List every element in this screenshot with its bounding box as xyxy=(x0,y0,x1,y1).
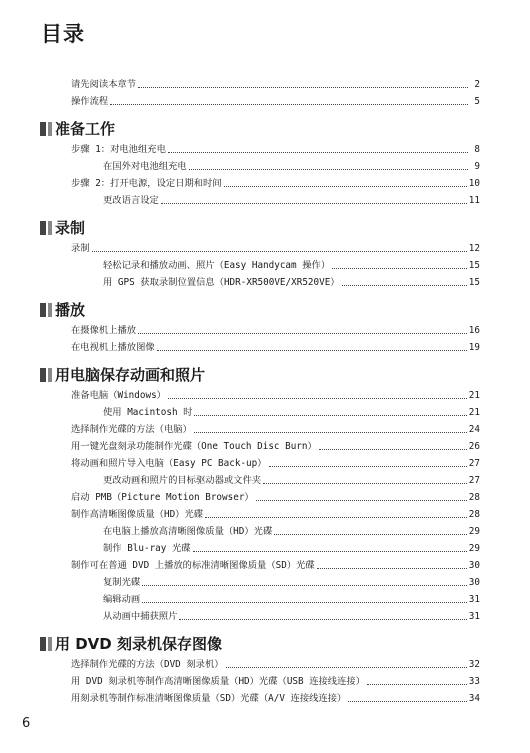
toc-entry[interactable] xyxy=(0,93,530,110)
dot-leader xyxy=(317,568,467,569)
dot-leader xyxy=(263,483,467,484)
toc-entry[interactable] xyxy=(0,472,530,489)
dot-leader xyxy=(332,268,467,269)
toc-entry-label: 操作流程 xyxy=(71,96,109,107)
toc-entry-label: 制作 Blu-ray 光碟 xyxy=(103,543,191,554)
toc-entry-page: 21 xyxy=(468,407,480,418)
section-heading xyxy=(0,366,530,385)
toc-entry[interactable] xyxy=(0,489,530,506)
toc-entry[interactable] xyxy=(0,438,530,455)
toc-entry-page: 31 xyxy=(468,594,480,605)
toc-entry-page: 26 xyxy=(468,441,480,452)
toc-entry-page: 9 xyxy=(474,161,480,172)
dot-leader xyxy=(92,251,467,252)
toc-entry[interactable] xyxy=(0,673,530,690)
section-marker-icon xyxy=(40,303,52,317)
toc-entry[interactable] xyxy=(0,158,530,175)
dot-leader xyxy=(205,517,467,518)
toc-entry[interactable] xyxy=(0,175,530,192)
toc-entry[interactable] xyxy=(0,192,530,209)
toc-entry-page: 34 xyxy=(468,693,480,704)
toc-entry-label: 在电脑上播放高清晰图像质量（HD）光碟 xyxy=(103,526,273,537)
section-title: 用 DVD 刻录机保存图像 xyxy=(55,635,222,653)
toc-entry-page: 5 xyxy=(474,96,480,107)
toc-entry-label: 步骤 2：打开电源，设定日期和时间 xyxy=(71,178,222,189)
toc-entry-page: 32 xyxy=(468,659,480,670)
toc-entry[interactable] xyxy=(0,523,530,540)
dot-leader xyxy=(194,432,467,433)
toc-entry[interactable] xyxy=(0,274,530,291)
dot-leader xyxy=(157,350,467,351)
toc-entry[interactable] xyxy=(0,455,530,472)
toc-entry-page: 33 xyxy=(468,676,480,687)
section-heading xyxy=(0,301,530,320)
toc-entry-page: 27 xyxy=(468,475,480,486)
toc-entry[interactable] xyxy=(0,540,530,557)
toc-entry-label: 从动画中捕获照片 xyxy=(103,611,178,622)
toc-entry-label: 步骤 1：对电池组充电 xyxy=(71,144,166,155)
toc-entry-page: 30 xyxy=(468,577,480,588)
dot-leader xyxy=(110,104,468,105)
page-title: 目录 xyxy=(41,22,85,46)
dot-leader xyxy=(367,684,467,685)
dot-leader xyxy=(142,602,467,603)
dot-leader xyxy=(138,333,467,334)
dot-leader xyxy=(256,500,467,501)
toc-entry-label: 用 GPS 获取录制位置信息（HDR-XR500VE/XR520VE） xyxy=(103,277,340,288)
toc-entry[interactable] xyxy=(0,257,530,274)
toc-entry-page: 12 xyxy=(468,243,480,254)
toc-entry-page: 8 xyxy=(474,144,480,155)
toc-entry-page: 15 xyxy=(468,260,480,271)
toc-entry-page: 19 xyxy=(468,342,480,353)
toc-entry[interactable] xyxy=(0,506,530,523)
dot-leader xyxy=(224,186,467,187)
toc-entry-label: 编辑动画 xyxy=(103,594,141,605)
toc-entry[interactable] xyxy=(0,608,530,625)
toc-entry-page: 31 xyxy=(468,611,480,622)
toc-entry-label: 录制 xyxy=(71,243,90,254)
toc-entry-label: 在国外对电池组充电 xyxy=(103,161,187,172)
dot-leader xyxy=(226,667,467,668)
dot-leader xyxy=(193,551,467,552)
toc-entry-label: 轻松记录和播放动画、照片（Easy Handycam 操作） xyxy=(103,260,331,271)
dot-leader xyxy=(342,285,467,286)
section-marker-icon xyxy=(40,221,52,235)
toc-entry-label: 制作高清晰图像质量（HD）光碟 xyxy=(71,509,204,520)
dot-leader xyxy=(194,415,466,416)
toc-entry-label: 准备电脑（Windows） xyxy=(71,390,166,401)
toc-entry-label: 复制光碟 xyxy=(103,577,141,588)
toc-entry-page: 11 xyxy=(468,195,480,206)
toc-entry-label: 选择制作光碟的方法（电脑） xyxy=(71,424,192,435)
section-heading xyxy=(0,219,530,238)
toc-entry-page: 28 xyxy=(468,509,480,520)
dot-leader xyxy=(138,87,468,88)
toc-entry-page: 15 xyxy=(468,277,480,288)
dot-leader xyxy=(168,398,467,399)
toc-entry[interactable] xyxy=(0,421,530,438)
section-marker-icon xyxy=(40,122,52,136)
toc-entry-label: 在摄像机上播放 xyxy=(71,325,137,336)
toc-entry[interactable] xyxy=(0,404,530,421)
section-marker-icon xyxy=(40,637,52,651)
toc-entry[interactable] xyxy=(0,339,530,356)
toc-entry-label: 更改动画和照片的目标驱动器或文件夹 xyxy=(103,475,262,486)
toc-entry[interactable] xyxy=(0,591,530,608)
toc-entry[interactable] xyxy=(0,387,530,404)
toc-entry-page: 29 xyxy=(468,543,480,554)
toc-entry-label: 用刻录机等制作标准清晰图像质量（SD）光碟（A/V 连接线连接） xyxy=(71,693,347,704)
section-title: 播放 xyxy=(55,301,86,319)
toc-entry-page: 2 xyxy=(474,79,480,90)
section-title: 用电脑保存动画和照片 xyxy=(55,366,206,384)
toc-entry-label: 在电视机上播放图像 xyxy=(71,342,155,353)
toc-entry-label: 选择制作光碟的方法（DVD 刻录机） xyxy=(71,659,224,670)
section-title: 录制 xyxy=(55,219,86,237)
toc-entry-label: 启动 PMB（Picture Motion Browser） xyxy=(71,492,254,503)
toc-entry[interactable] xyxy=(0,574,530,591)
toc-entry-page: 29 xyxy=(468,526,480,537)
dot-leader xyxy=(319,449,467,450)
toc-entry-label: 用一键光盘刻录功能制作光碟（One Touch Disc Burn） xyxy=(71,441,317,452)
section-heading xyxy=(0,635,530,654)
toc-entry[interactable] xyxy=(0,656,530,673)
page-number: 6 xyxy=(22,716,31,731)
toc-entry-label: 将动画和照片导入电脑（Easy PC Back-up） xyxy=(71,458,267,469)
section-marker-icon xyxy=(40,368,52,382)
toc-entry-page: 28 xyxy=(468,492,480,503)
section-heading xyxy=(0,120,530,139)
dot-leader xyxy=(348,701,466,702)
dot-leader xyxy=(161,203,467,204)
toc-entry-label: 用 DVD 刻录机等制作高清晰图像质量（HD）光碟（USB 连接线连接） xyxy=(71,676,365,687)
toc-entry[interactable] xyxy=(0,76,530,93)
dot-leader xyxy=(142,585,467,586)
toc-entry[interactable] xyxy=(0,240,530,257)
dot-leader xyxy=(189,169,468,170)
toc-entry-label: 制作可在普通 DVD 上播放的标准清晰图像质量（SD）光碟 xyxy=(71,560,315,571)
toc-entry-page: 16 xyxy=(468,325,480,336)
dot-leader xyxy=(179,619,466,620)
toc-entry-page: 24 xyxy=(468,424,480,435)
section-title: 准备工作 xyxy=(55,120,116,138)
dot-leader xyxy=(269,466,467,467)
toc-entry-label: 使用 Macintosh 时 xyxy=(103,407,193,418)
toc-entry-page: 21 xyxy=(468,390,480,401)
toc-entry-label: 请先阅读本章节 xyxy=(71,79,137,90)
toc-entry[interactable] xyxy=(0,557,530,574)
dot-leader xyxy=(168,152,468,153)
toc-entry-page: 10 xyxy=(468,178,480,189)
table-of-contents xyxy=(0,76,530,707)
toc-entry[interactable] xyxy=(0,322,530,339)
toc-entry-page: 30 xyxy=(468,560,480,571)
toc-entry-page: 27 xyxy=(468,458,480,469)
dot-leader xyxy=(274,534,467,535)
toc-entry[interactable] xyxy=(0,141,530,158)
toc-entry[interactable] xyxy=(0,690,530,707)
toc-entry-label: 更改语言设定 xyxy=(103,195,159,206)
